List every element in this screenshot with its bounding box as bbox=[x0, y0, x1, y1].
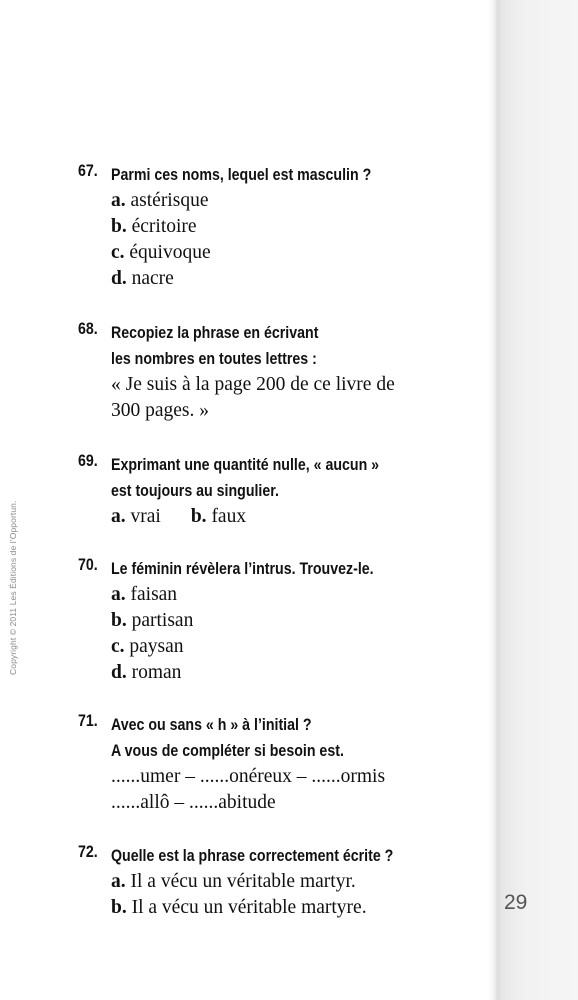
option-text: astérisque bbox=[130, 190, 209, 211]
option-text: Il a vécu un véritable martyre. bbox=[131, 897, 367, 918]
option-b bbox=[111, 608, 488, 634]
option-text: équivoque bbox=[129, 242, 211, 263]
question-69 bbox=[78, 452, 488, 530]
question-body: 300 pages. » bbox=[111, 400, 210, 421]
option-letter: a. bbox=[111, 584, 126, 605]
option-text: écritoire bbox=[131, 216, 197, 237]
question-heading: Avec ou sans « h » à l’initial ? bbox=[111, 716, 312, 734]
option-letter: b. bbox=[190, 506, 207, 527]
option-letter: b. bbox=[111, 610, 127, 631]
option-c bbox=[111, 634, 488, 660]
option-a bbox=[111, 504, 161, 530]
question-heading: les nombres en toutes lettres : bbox=[111, 350, 317, 368]
option-a bbox=[111, 188, 488, 214]
option-letter: c. bbox=[111, 636, 125, 657]
question-heading: Quelle est la phrase correctement écrite ? bbox=[111, 847, 394, 865]
question-number: 67. bbox=[78, 162, 98, 180]
option-text: nacre bbox=[131, 268, 174, 289]
question-71 bbox=[78, 712, 488, 816]
option-d bbox=[111, 266, 488, 292]
option-a bbox=[111, 582, 488, 608]
question-72 bbox=[78, 843, 488, 921]
question-number: 71. bbox=[78, 712, 98, 730]
option-letter: d. bbox=[111, 662, 127, 683]
question-heading: Exprimant une quantité nulle, « aucun » bbox=[111, 456, 380, 474]
option-a bbox=[111, 869, 488, 895]
question-number: 72. bbox=[78, 843, 98, 861]
page-gutter bbox=[488, 0, 578, 1000]
question-number: 68. bbox=[78, 320, 98, 338]
option-letter: d. bbox=[111, 268, 127, 289]
option-b bbox=[111, 214, 488, 240]
option-c bbox=[111, 240, 488, 266]
option-text: paysan bbox=[129, 636, 184, 657]
question-body: ......allô – ......abitude bbox=[111, 792, 276, 813]
question-heading: Parmi ces noms, lequel est masculin ? bbox=[111, 166, 372, 184]
options-row bbox=[111, 504, 488, 530]
option-text: roman bbox=[131, 662, 182, 683]
question-67 bbox=[78, 162, 488, 292]
option-text: faisan bbox=[130, 584, 178, 605]
question-number: 70. bbox=[78, 556, 98, 574]
copyright-notice: Copyright © 2011 Les Éditions de l’Opportun. bbox=[8, 500, 18, 675]
question-70 bbox=[78, 556, 488, 686]
option-text: faux bbox=[211, 506, 247, 527]
option-letter: c. bbox=[111, 242, 125, 263]
option-b bbox=[111, 895, 488, 921]
option-b bbox=[191, 504, 246, 530]
option-letter: b. bbox=[111, 897, 127, 918]
option-letter: a. bbox=[111, 506, 126, 527]
question-heading: est toujours au singulier. bbox=[111, 482, 279, 500]
question-body: « Je suis à la page 200 de ce livre de bbox=[111, 374, 395, 395]
option-letter: a. bbox=[111, 871, 126, 892]
option-text: vrai bbox=[130, 506, 161, 527]
question-number: 69. bbox=[78, 452, 98, 470]
option-d bbox=[111, 660, 488, 686]
question-heading: Le féminin révèlera l’intrus. Trouvez-le. bbox=[111, 560, 374, 578]
option-letter: b. bbox=[111, 216, 127, 237]
option-letter: a. bbox=[111, 190, 126, 211]
option-text: partisan bbox=[131, 610, 194, 631]
page-number: 29 bbox=[504, 891, 528, 914]
question-heading: Recopiez la phrase en écrivant bbox=[111, 324, 319, 342]
option-text: Il a vécu un véritable martyr. bbox=[130, 871, 356, 892]
question-heading: A vous de compléter si besoin est. bbox=[111, 742, 344, 760]
question-68 bbox=[78, 320, 488, 424]
question-body: ......umer – ......onéreux – ......ormis bbox=[111, 766, 386, 787]
